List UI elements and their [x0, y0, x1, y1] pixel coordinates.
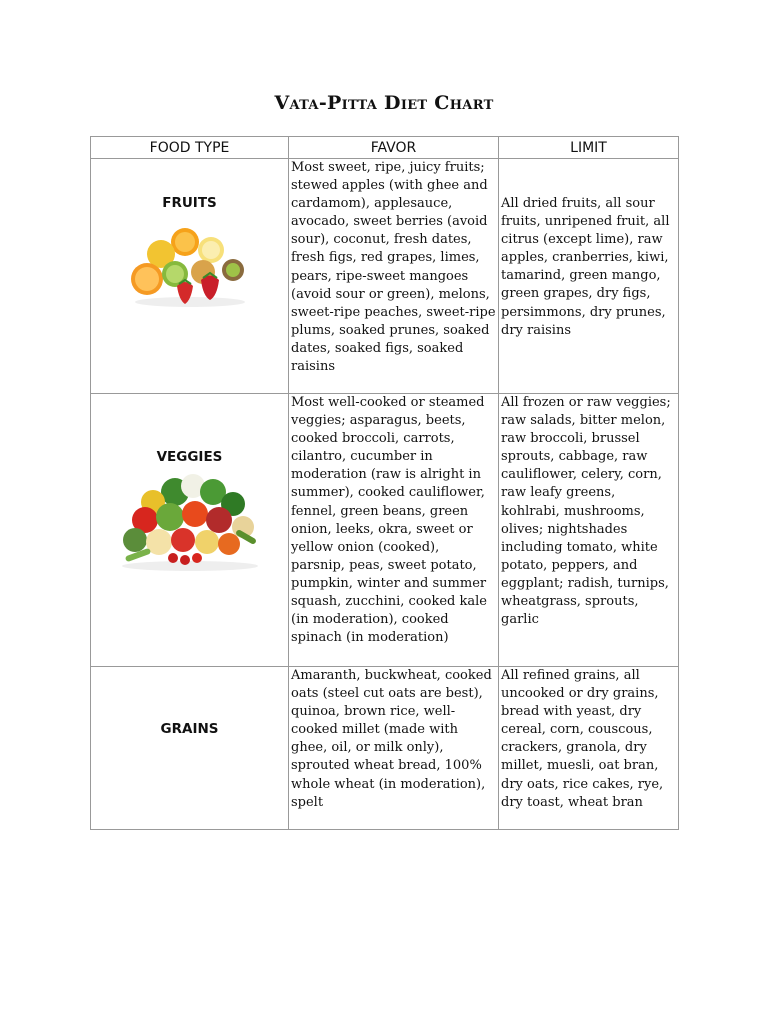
header-limit: LIMIT [499, 137, 679, 159]
table-row-grains [91, 667, 679, 830]
favor-cell: Most sweet, ripe, juicy fruits; stewed apples (with ghee and cardamom), applesauce, avocado, sweet berries (avoid sour), coconut, fresh dates, fresh figs, red grapes, limes, pears, ripe-sweet mangoes (avoid sour or green), melons, sweet-ripe peaches, sweet-ripe plums, soaked prunes, soaked dates, soaked figs, soaked raisins [289, 159, 499, 394]
diet-chart-table [90, 136, 679, 830]
food-type-label: GRAINS [160, 721, 219, 737]
limit-cell: All dried fruits, all sour fruits, unripened fruit, all citrus (except lime), raw apples, cranberries, kiwi, tamarind, green mango, green grapes, dry figs, persimmons, dry prunes, dry raisins [499, 159, 679, 394]
food-type-cell [91, 394, 289, 667]
limit-cell: All refined grains, all uncooked or dry grains, bread with yeast, dry cereal, corn, couscous, crackers, granola, dry millet, muesli, oat bran, dry oats, rice cakes, rye, dry toast, wheat bran [499, 667, 679, 830]
food-type-cell [91, 159, 289, 394]
limit-cell: All frozen or raw veggies; raw salads, bitter melon, raw broccoli, brussel sprouts, cabbage, raw cauliflower, celery, corn, raw leafy greens, kohlrabi, mushrooms, olives; nightshades including tomato, white potato, peppers, and eggplant; radish, turnips, wheatgrass, sprouts, garlic [499, 394, 679, 667]
table-header-row [91, 137, 679, 159]
header-food-type: FOOD TYPE [91, 137, 289, 159]
header-favor: FAVOR [289, 137, 499, 159]
veggies-image [115, 472, 265, 572]
food-type-cell [91, 667, 289, 830]
table-row-veggies [91, 394, 679, 667]
food-type-label: FRUITS [162, 195, 217, 211]
favor-cell: Most well-cooked or steamed veggies; asparagus, beets, cooked broccoli, carrots, cilantro, cucumber in moderation (raw is alright in summer), cooked cauliflower, fennel, green beans, green onion, leeks, okra, sweet or yellow onion (cooked), parsnip, peas, sweet potato, pumpkin, winter and summer squash, zucchini, cooked kale (in moderation), cooked spinach (in moderation) [289, 394, 499, 667]
fruits-image [127, 224, 253, 308]
food-type-label: VEGGIES [156, 449, 223, 465]
favor-cell: Amaranth, buckwheat, cooked oats (steel cut oats are best), quinoa, brown rice, well-cooked millet (made with ghee, oil, or milk only), sprouted wheat bread, 100% whole wheat (in moderation), spelt [289, 667, 499, 830]
table-row-fruits [91, 159, 679, 394]
page-title: Vata-Pitta Diet Chart [274, 92, 494, 114]
